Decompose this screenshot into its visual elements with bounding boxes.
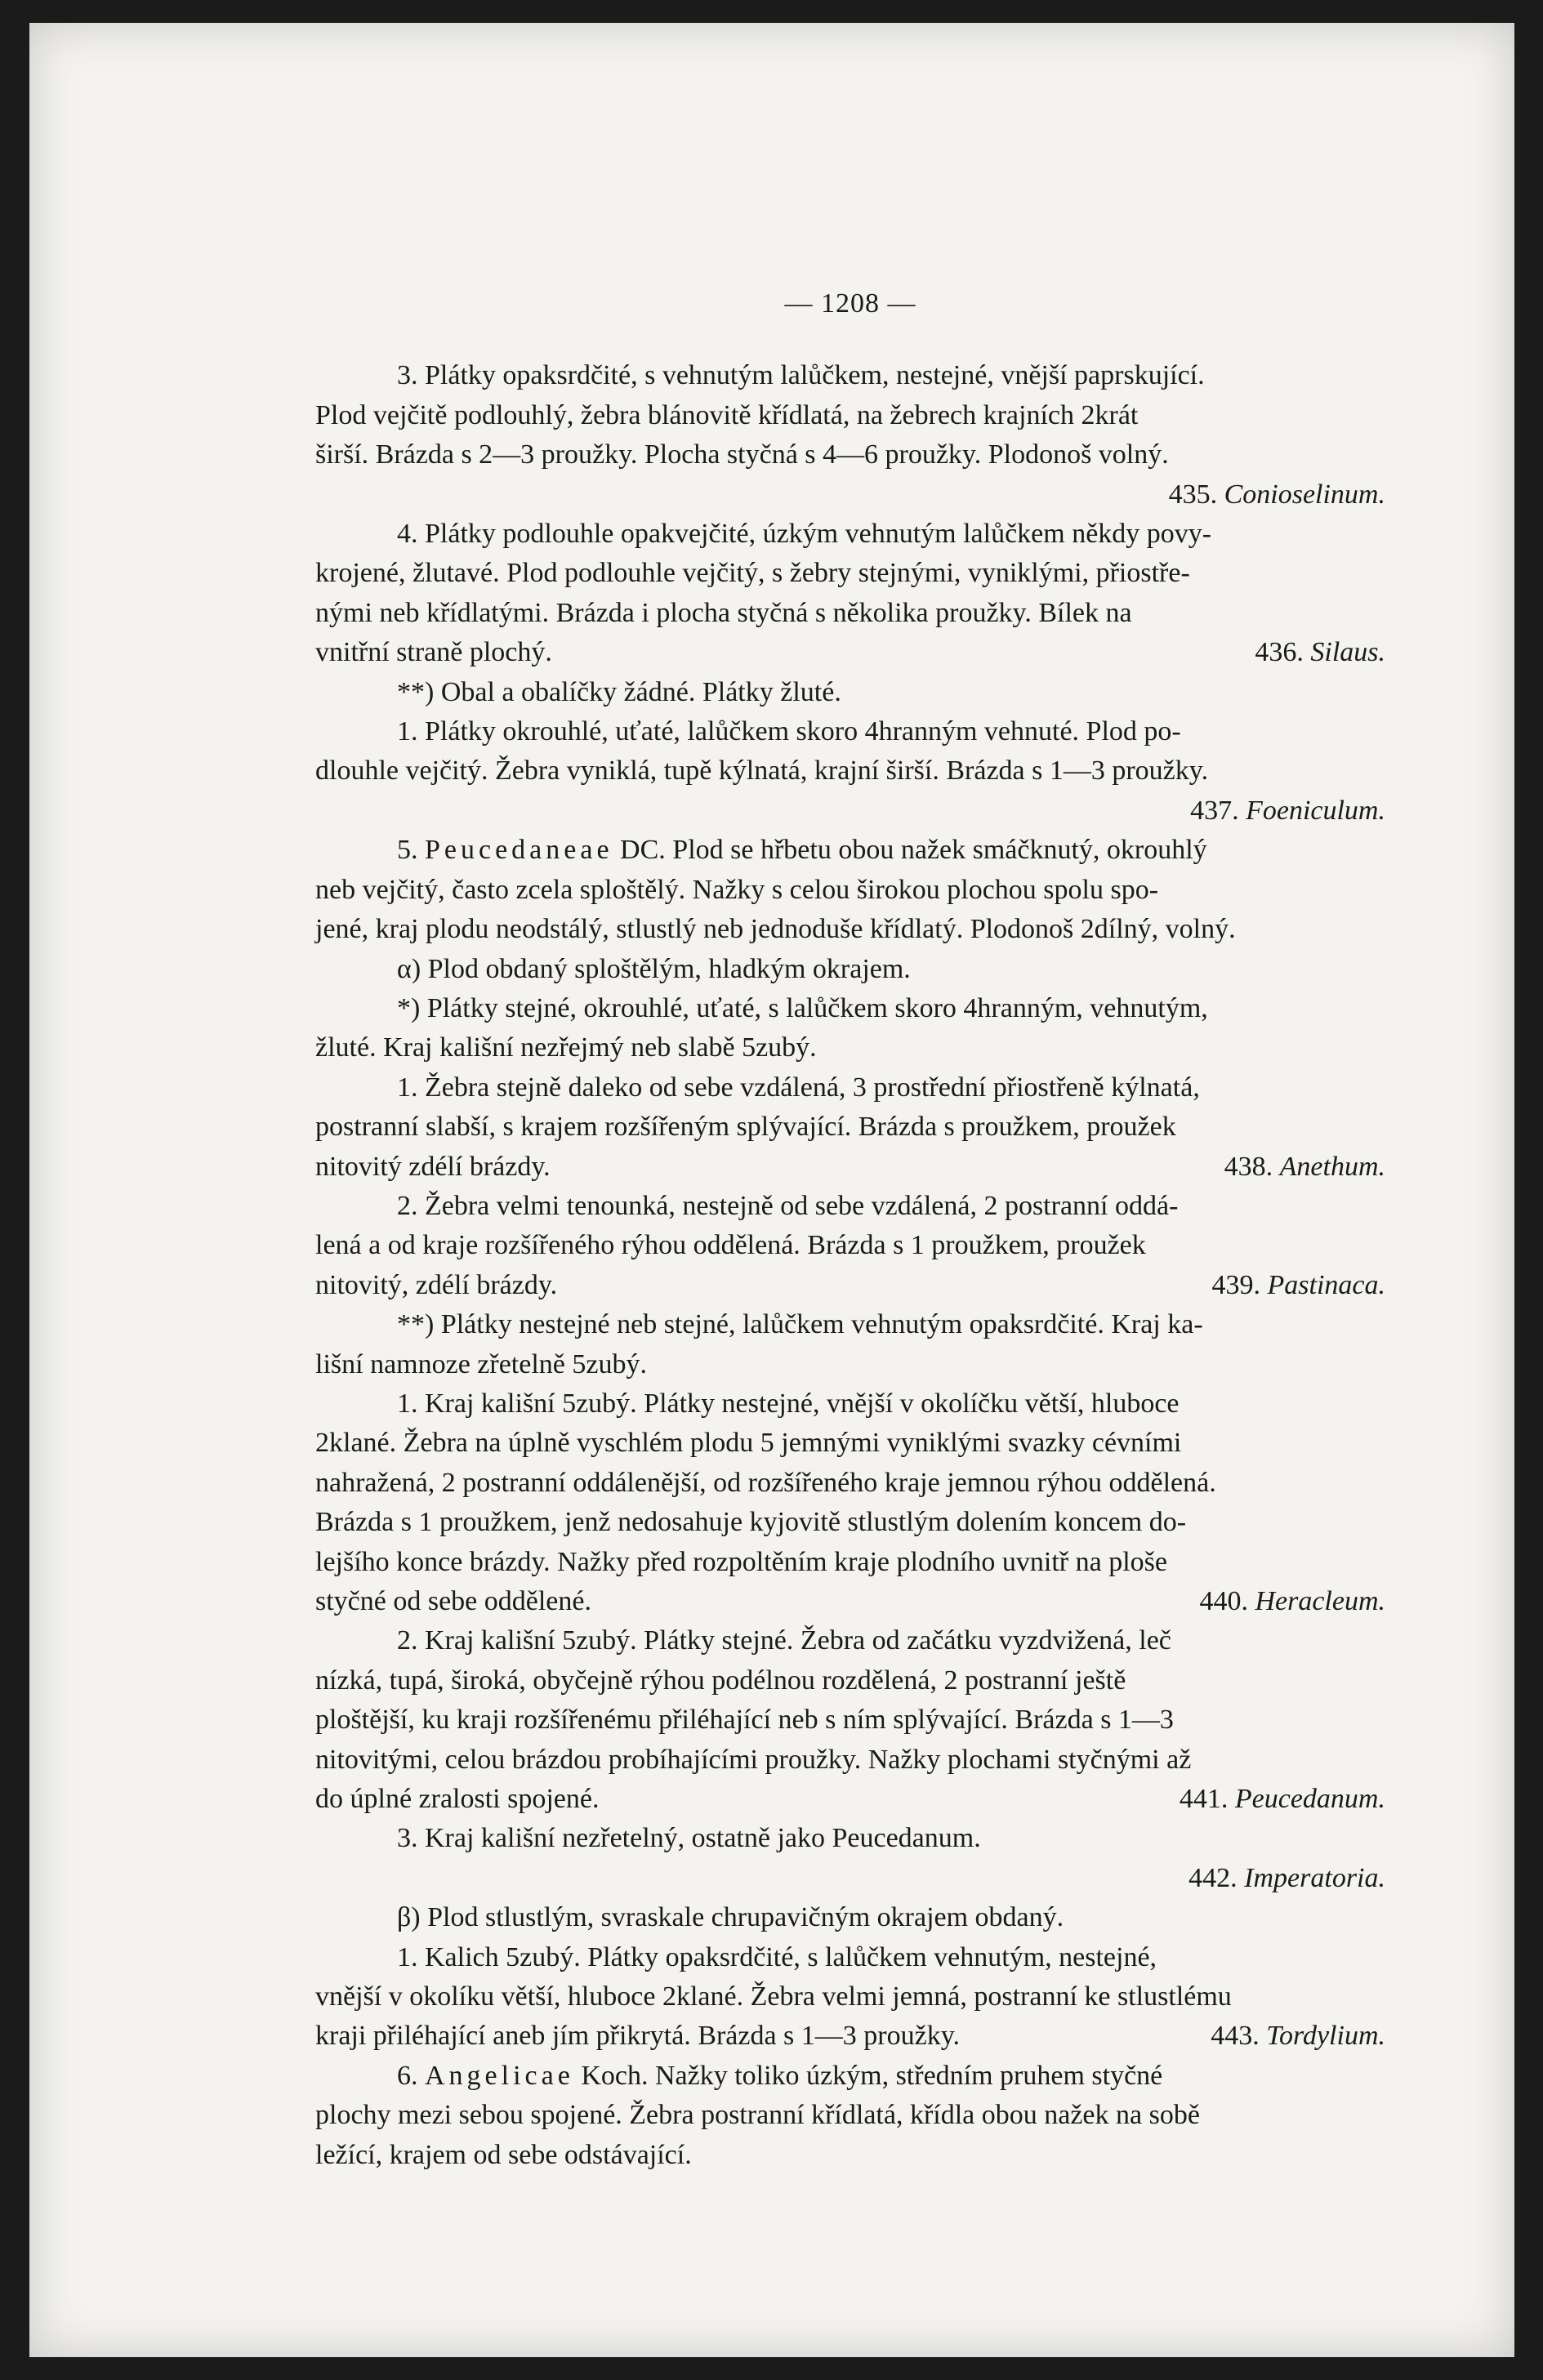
text-line: nitovitými, celou brázdou probíhajícími proužky. Nažky plochami styčnými až: [315, 1744, 1192, 1775]
text-line-with-genus: [315, 2017, 1385, 2056]
text-line: styčné od sebe oddělené.: [315, 1586, 591, 1616]
text-line: 3. Kraj kališní nezřetelný, ostatně jako Peucedanum.: [397, 1823, 981, 1854]
text-line: 2klané. Žebra na úplně vyschlém plodu 5 jemnými vyniklými svazky cévními: [315, 1428, 1182, 1459]
genus-entry: [1224, 1148, 1385, 1187]
genus-name: Anethum.: [1279, 1151, 1385, 1182]
text-line: Brázda s 1 proužkem, jenž nedosahuje kyjovitě stlustlým dolením koncem do-: [315, 1507, 1187, 1538]
text-line-with-genus: [315, 1780, 1385, 1819]
genus-name: Pastinaca.: [1267, 1269, 1385, 1300]
section-number: 5.: [397, 835, 418, 866]
text-line: vnitřní straně plochý.: [315, 637, 552, 668]
genus-entry: [315, 475, 1385, 515]
section-name: Angelicae: [425, 2060, 574, 2091]
genus-number: 437.: [1190, 795, 1239, 826]
genus-number: 439.: [1211, 1269, 1261, 1300]
text-line: DC. Plod se hřbetu obou nažek smáčknutý, okrouhlý: [620, 835, 1207, 866]
genus-number: 435.: [1168, 479, 1218, 510]
genus-entry: [1199, 1582, 1385, 1621]
text-line-with-genus: [315, 1582, 1385, 1621]
genus-number: 436.: [1255, 637, 1304, 668]
page-content: [315, 284, 1385, 2175]
text-line: 1. Plátky okrouhlé, uťaté, lalůčkem skoro 4hranným vehnuté. Plod po-: [397, 716, 1181, 747]
text-line: 2. Žebra velmi tenounká, nestejně od sebe vzdálená, 2 postranní oddá-: [397, 1190, 1179, 1221]
text-line: Plod vejčitě podlouhlý, žebra blánovitě křídlatá, na žebrech krajních 2krát: [315, 399, 1139, 430]
section-heading-line: [315, 2057, 1385, 2096]
genus-entry: [315, 791, 1385, 831]
text-line: kraji přiléhající aneb jím přikrytá. Brázda s 1—3 proužky.: [315, 2021, 960, 2052]
text-line: žluté. Kraj kališní nezřejmý neb slabě 5zubý.: [315, 1032, 817, 1063]
text-line: krojené, žlutavé. Plod podlouhle vejčitý, s žebry stejnými, vyniklými, přiostře-: [315, 558, 1190, 589]
genus-name: Tordylium.: [1266, 2021, 1385, 2052]
genus-number: 438.: [1224, 1151, 1273, 1182]
text-line: širší. Brázda s 2—3 proužky. Plocha styčná s 4—6 proužky. Plodonoš volný.: [315, 439, 1169, 470]
section-number: 6.: [397, 2060, 418, 2091]
text-line: vnější v okolíku větší, hluboce 2klané. Žebra velmi jemná, postranní ke stlustlému: [315, 1981, 1232, 2012]
genus-name: Foeniculum.: [1246, 795, 1385, 826]
text-line: lejšího konce brázdy. Nažky před rozpoltěním kraje plodního uvnitř na ploše: [315, 1546, 1167, 1577]
text-line: lená a od kraje rozšířeného rýhou oddělená. Brázda s 1 proužkem, proužek: [315, 1230, 1146, 1261]
text-line: nitovitý, zdélí brázdy.: [315, 1269, 558, 1300]
text-line: 3. Plátky opaksrdčité, s vehnutým lalůčkem, nestejné, vnější paprskující.: [397, 360, 1205, 391]
text-line: nahražená, 2 postranní oddálenější, od rozšířeného kraje jemnou rýhou oddělená.: [315, 1467, 1216, 1498]
genus-entry: [1211, 2017, 1385, 2056]
text-line: nízká, tupá, široká, obyčejně rýhou podélnou rozdělená, 2 postranní ještě: [315, 1665, 1126, 1696]
genus-entry: [1180, 1780, 1385, 1819]
genus-number: 442.: [1188, 1862, 1238, 1893]
text-line-with-genus: [315, 1266, 1385, 1305]
text-line: dlouhle vejčitý. Žebra vyniklá, tupě kýlnatá, krajní širší. Brázda s 1—3 proužky.: [315, 755, 1209, 787]
text-line: neb vejčitý, často zcela sploštělý. Nažky s celou širokou plochou spolu spo-: [315, 874, 1159, 905]
text-line: do úplné zralosti spojené.: [315, 1784, 600, 1815]
text-line: lišní namnoze zřetelně 5zubý.: [315, 1348, 647, 1379]
text-line: nými neb křídlatými. Brázda i plocha styčná s několika proužky. Bílek na: [315, 597, 1132, 628]
genus-entry: [1255, 633, 1385, 672]
text-line: 4. Plátky podlouhle opakvejčité, úzkým vehnutým lalůčkem někdy povy-: [397, 519, 1212, 550]
genus-entry: [315, 1859, 1385, 1898]
section-name: Peucedaneae: [425, 835, 613, 866]
genus-name: Silaus.: [1310, 637, 1385, 668]
genus-number: 441.: [1179, 1784, 1229, 1815]
genus-entry: [1212, 1266, 1385, 1305]
text-line: **) Obal a obalíčky žádné. Plátky žluté.: [397, 676, 841, 707]
text-line: β) Plod stlustlým, svraskale chrupavičným okrajem obdaný.: [397, 1902, 1064, 1933]
genus-number: 443.: [1211, 2021, 1260, 2052]
text-line: 2. Kraj kališní 5zubý. Plátky stejné. Žebra od začátku vyzdvižená, leč: [397, 1625, 1171, 1656]
genus-name: Heracleum.: [1255, 1586, 1385, 1616]
genus-name: Conioselinum.: [1224, 479, 1385, 510]
text-line-with-genus: [315, 633, 1385, 672]
text-line: 1. Kraj kališní 5zubý. Plátky nestejné, vnější v okolíčku větší, hluboce: [397, 1388, 1180, 1419]
text-line: jené, kraj plodu neodstálý, stlustlý neb jednoduše křídlatý. Plodonoš 2dílný, volný.: [315, 914, 1236, 945]
page-number: — 1208 —: [784, 288, 916, 319]
genus-name: Imperatoria.: [1244, 1862, 1385, 1893]
text-line: *) Plátky stejné, okrouhlé, uťaté, s lalůčkem skoro 4hranným, vehnutým,: [397, 992, 1208, 1023]
genus-name: Peucedanum.: [1234, 1784, 1385, 1815]
text-line: Koch. Nažky toliko úzkým, středním pruhem styčné: [581, 2060, 1163, 2091]
text-line: 1. Kalich 5zubý. Plátky opaksrdčité, s lalůčkem vehnutým, nestejné,: [397, 1941, 1157, 1972]
text-line: ploštější, ku kraji rozšířenému přiléhající neb s ním splývající. Brázda s 1—3: [315, 1705, 1174, 1736]
text-line: plochy mezi sebou spojené. Žebra postranní křídlatá, křídla obou nažek na sobě: [315, 2100, 1200, 2131]
text-line: **) Plátky nestejné neb stejné, lalůčkem vehnutým opaksrdčité. Kraj ka-: [397, 1309, 1203, 1340]
section-heading-line: [315, 831, 1385, 870]
text-line: ležící, krajem od sebe odstávající.: [315, 2139, 692, 2170]
scanned-page: [29, 23, 1514, 2357]
text-line-with-genus: [315, 1148, 1385, 1187]
text-line: postranní slabší, s krajem rozšířeným splývající. Brázda s proužkem, proužek: [315, 1112, 1176, 1143]
genus-number: 440.: [1199, 1586, 1248, 1616]
text-line: nitovitý zdélí brázdy.: [315, 1151, 551, 1182]
text-line: 1. Žebra stejně daleko od sebe vzdálená, 3 prostřední přiostřeně kýlnatá,: [397, 1072, 1200, 1103]
text-line: α) Plod obdaný sploštělým, hladkým okrajem.: [397, 953, 911, 984]
